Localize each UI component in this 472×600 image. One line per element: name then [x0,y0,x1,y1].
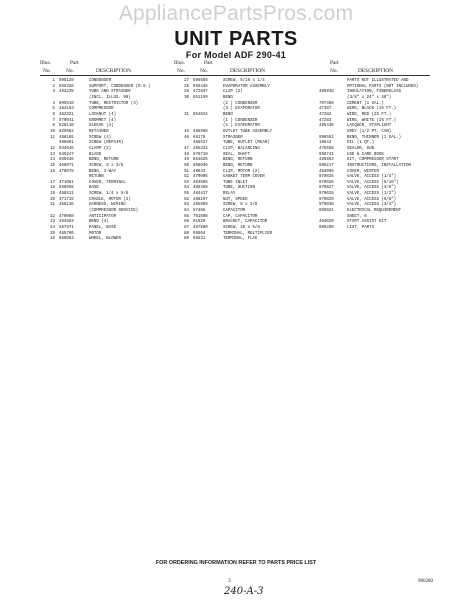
part-description: TERMINAL, FLAG [223,237,258,242]
part-number: 979028 [319,192,334,197]
parts-column-1 [40,59,174,243]
illus-number: 19 [50,192,55,197]
illus-number: 23 [50,220,55,225]
illus-number: 29 [184,90,189,95]
illus-number: 53 [184,180,189,185]
part-number: 485527 [193,141,208,146]
part-number: 485334 [193,146,208,151]
part-number: 828110 [59,124,74,129]
part-description: ELECTRICAL REQUIREMENT [347,209,402,214]
illus-no-header: No. [43,68,51,74]
part-no-header: No. [200,68,208,74]
part-description: COMPRESSOR [89,107,114,112]
part-description: VALVE, ACCESS (5/16") [347,180,399,185]
part-no-header: No. [66,68,74,74]
part-description: BEND, RETURN [223,158,253,163]
part-description: (INCL. ILLUS. 90) [89,95,131,100]
part-number: 61529 [193,220,206,225]
part-description: BEND [223,95,233,100]
part-description: RETAINER [89,129,109,134]
illus-number: 10 [50,129,55,134]
part-row [174,237,346,243]
page-title: UNIT PARTS [174,28,298,50]
part-description: LOCKNUT (4) [89,112,117,117]
part-description: BEND, 3-WAY [89,169,117,174]
part-number: 456136 [59,203,74,208]
part-description: RELAY [223,192,236,197]
model-subtitle: For Model ADF 290-41 [185,50,287,60]
part-number: 925062 [59,129,74,134]
part-description: SCREW, 8 x 3/8 [223,203,258,208]
part-number: 859921 [319,209,334,214]
part-number: 485969 [193,203,208,208]
part-description: BEND, RETURN [89,158,119,163]
illus-number: 14 [50,158,55,163]
part-number: 468071 [59,163,74,168]
part-description: CLIP, BALANCING [223,146,260,151]
part-number: 487880 [193,226,208,231]
illus-number: 51 [184,169,189,174]
part-row [40,237,174,243]
part-description: PARTS NOT ILLUSTRATED AND [347,79,409,83]
part-number: 484066 [319,169,334,174]
part-number: 851199 [193,95,208,100]
part-description: CEMENT (1 GAL.) [347,101,384,106]
part-number: 979027 [319,186,334,191]
ordering-footer: FOR ORDERING INFORMATION REFER TO PARTS PRICE LIST [155,560,317,566]
illus-number: 30 [184,95,189,100]
part-description: TUBE, RESTRICTOR (3) [89,101,139,106]
part-number: 10843 [319,141,332,146]
part-description: (COMPRESSOR SERVICE) [89,209,139,214]
part-number: 478558 [319,146,334,151]
illus-number: 67 [184,226,189,231]
part-description: (1 ) EVAPORATOR [223,124,260,129]
part-number: 485436 [319,124,334,129]
part-number: 854625 [193,158,208,163]
part-description: BEND [223,112,233,117]
illus-number: 17 [50,180,55,185]
part-description: VALVE, ACCESS (5/8") [347,197,397,202]
part-number: 979041 [59,118,74,123]
part-number: 472847 [193,90,208,95]
description-header: DESCRIPTION [358,68,394,74]
illus-number: 8 [52,124,55,129]
part-number: 856063 [59,237,74,242]
part-number: 646247 [59,152,74,157]
illus-number: 3 [52,90,55,95]
part-no-header: No. [330,68,338,74]
part-description: RETURN [89,175,104,180]
part-description: KIT, COMPRESSOR START [347,158,399,163]
illus-number: 18 [50,186,55,191]
part-description: CLIP, MOTOR (2) [223,169,260,174]
part-number: 65531 [193,237,206,242]
illus-number: 88 [184,231,189,236]
part-number: 484085 [193,180,208,185]
part-description: TUBE AND STRAINER [89,90,131,95]
handwritten-note: 240-A-3 [224,586,264,597]
illus-number: 31 [184,112,189,117]
part-header: Part [204,60,213,66]
part-description: VALVE, ACCESS (1/2") [347,192,397,197]
part-description: MOTOR [89,231,102,236]
illus-number: 89 [184,237,189,242]
illus-number: 21 [50,203,55,208]
part-number: 485863 [319,158,334,163]
illus-number: 15 [50,163,55,168]
part-number: 979030 [319,203,334,208]
part-description: CONDENSER [89,79,112,83]
illus-number: 55 [184,192,189,197]
part-description: EVAPORATOR ASSEMBLY [223,84,270,89]
part-description: INSULATION, FIBERGLASS [347,90,402,95]
part-description: WIRE, WHITE (25 FT.) [347,118,397,123]
part-number: 69179 [193,135,206,140]
part-description: COVER, WINTER [347,169,379,174]
part-header: Part [330,60,339,66]
header-rule [40,75,174,76]
part-description: BEND (4) [89,220,109,225]
part-number: 488185 [59,135,74,140]
illus-number: 24 [50,226,55,231]
date-code: 980280 [418,579,433,584]
illus-number: 16 [50,169,55,174]
part-description: LACQUER, STAPLIGHT [347,124,392,129]
part-number: 998551 [319,135,334,140]
part-number: 47387 [319,107,332,112]
part-description: SEAL, SHAFT [223,152,251,157]
illus-number: 62 [184,197,189,202]
part-number: 791808 [193,214,208,219]
illus-number: 64 [184,209,189,214]
part-description: (3 ) EVAPORATOR [223,107,260,112]
illus-number: 2 [52,84,55,89]
part-description: OUTLET TUBE ASSEMBLY [223,129,273,134]
illus-number: 6 [52,112,55,117]
part-description: BLADE [89,152,102,157]
part-description: BEND, THINNER (1 GAL.) [347,135,402,140]
part-description: BASE [89,186,99,191]
part-description: SCREW, 5/16 x 1/4 [223,79,265,83]
part-number: 998217 [319,163,334,168]
part-number: 595685 [193,79,208,83]
parts-column-3 [290,59,430,232]
part-description: SHEET, 8 [347,214,367,219]
part-number: 485938 [319,90,334,95]
part-number: 470068 [59,214,74,219]
part-number: 797408 [319,101,334,106]
illus-number: 63 [184,203,189,208]
part-description: SLEEVE (4) [89,124,114,129]
part-number: 676719 [193,152,208,157]
illus-number: 27 [184,79,189,83]
part-description: SCREW, 10 x 5/8 [223,226,260,231]
part-description: VALVE, ACCESS (3/8") [347,186,397,191]
description-header: DESCRIPTION [96,68,132,74]
part-number: 471061 [59,180,74,185]
rows [40,79,174,243]
part-number: 485700 [59,231,74,236]
part-number: 47283 [319,118,332,123]
part-description: BEND, RETURN [223,163,253,168]
illus-no-header: No. [177,68,185,74]
part-number: 478078 [59,169,74,174]
illus-number: 65 [184,214,189,219]
part-number: 980280 [319,226,334,231]
part-description: PANEL, BASE [89,226,117,231]
illus-header: Illus. [40,60,51,66]
part-description: TUBE, SUCTION [223,186,255,191]
description-header: DESCRIPTION [230,68,266,74]
page-number: 3 [228,578,231,584]
part-description: CLAMP (2) [89,146,112,151]
illus-number: 11 [50,135,55,140]
rows [290,79,430,232]
part-number: 484020 [319,220,334,225]
illus-number: 46 [184,135,189,140]
part-description: TUBE, OUTLET (REAR) [223,141,270,146]
part-description: INSTRUCTIONS, INSTALLATION [347,163,411,168]
column-header [290,59,430,79]
part-number: 99504 [193,231,206,236]
part-description: OIL (1 QT.) [347,141,375,146]
part-description: VALVE, ACCESS (1/4") [347,175,397,180]
part-number: 998741 [319,152,334,157]
part-description: CAP, CAPACITOR [223,214,258,219]
part-description: STRAINER [223,135,243,140]
illus-number: 49 [184,158,189,163]
part-description: NUT, SPEED [223,197,248,202]
illus-number: 12 [50,146,55,151]
part-description: GROMMET (4) [89,118,117,123]
part-description: ANTICIPATOR [89,214,117,219]
part-description: BRACKET, CAPACITOR [223,220,268,225]
part-description: SCREW, 8 x 3/8 [89,163,124,168]
part-number: 995519 [59,101,74,106]
part-description: HARNESS, WIRING [89,203,126,208]
part-description: USE & CARE BOOK [347,152,384,157]
part-number: 995120 [59,79,74,83]
part-number: 486197 [193,197,208,202]
part-description: LIST, PARTS [347,226,375,231]
part-row [290,226,430,232]
illus-number: 48 [184,152,189,157]
illus-number: 52 [184,175,189,180]
part-number: 854624 [193,112,208,117]
part-number: 855436 [193,84,208,89]
illus-number: 25 [50,231,55,236]
illus-number [290,226,315,232]
part-description: START ASSIST KIT [347,220,387,225]
part-description: CLIP (2) [223,90,243,95]
illus-number: 54 [184,186,189,191]
part-description: GASKET TERM COVER [223,175,265,180]
part-description: TERMINAL, MULTIPLIER [223,231,273,236]
part-description: WIRE, BLACK (15 FT.) [347,107,397,112]
part-number: 482321 [59,112,74,117]
part-number: 667971 [59,226,74,231]
part-number: 485958 [193,129,208,134]
watermark: AppliancePartsPros.com [118,2,354,25]
illus-number: 22 [50,214,55,219]
part-description: SCREW (REPAIR) [89,141,124,146]
part-description: CRADLE, MOTOR (2) [89,197,131,202]
illus-number: 4 [52,101,55,106]
column-header [40,59,174,79]
part-number: 468511 [59,192,74,197]
part-description: (1 ) CONDENSER [223,118,258,123]
part-header: Part [70,60,79,66]
illus-number: 13 [50,152,55,157]
part-number: 67466 [193,209,206,214]
illus-number: 47 [184,146,189,151]
part-number: 979025 [319,175,334,180]
part-description: (2 ) CONDENSER [223,101,258,106]
part-number: 47282 [319,112,332,117]
part-description: SEALER, GUN [347,146,375,151]
illus-number: 5 [52,107,55,112]
part-number: 494893 [59,220,74,225]
part-description: (3/8" x 24" x 48") [347,95,392,100]
part-number: 484163 [59,107,74,112]
illus-number: 28 [184,84,189,89]
part-number: 856058 [59,186,74,191]
part-description: WIRE, RED (25 FT.) [347,112,392,117]
part-number: 484235 [59,90,74,95]
illus-number: 20 [50,197,55,202]
part-number: 470005 [193,175,208,180]
part-number: 856328 [59,84,74,89]
illus-number: 7 [52,118,55,123]
part-number: 49633 [193,169,206,174]
illus-number: 26 [50,237,55,242]
part-number: 979026 [319,180,334,185]
part-description: SUPPORT, CONDENSER (R.S.) [89,84,151,89]
part-description: VALVE, ACCESS (3/4") [347,203,397,208]
part-description: OPTIONAL PARTS (NOT INCLUDED) [347,84,419,89]
illus-number: 1 [52,79,55,83]
part-number: 979029 [319,197,334,202]
part-description: TUBE INLET [223,180,248,185]
part-number: 484417 [193,192,208,197]
illus-number: 45 [184,129,189,134]
part-number: 943646 [59,146,74,151]
header-rule [290,75,430,76]
part-number: 485455 [193,186,208,191]
part-description: SCREW, 1/4 x 5/8 [89,192,129,197]
illus-number: 66 [184,220,189,225]
part-description: WHEEL, BLOWER [89,237,121,242]
part-description: COVER, TERMINAL [89,180,126,185]
part-number: 955646 [59,158,74,163]
illus-header: Illus. [174,60,185,66]
part-description: GREY (1/2 PT. CAN) [347,129,392,134]
part-number: 471715 [59,197,74,202]
illus-number: 50 [184,163,189,168]
part-description: SCREW (4) [89,135,112,140]
part-number: 856036 [193,163,208,168]
part-description: CAPACITOR [223,209,246,214]
part-number: 488861 [59,141,74,146]
